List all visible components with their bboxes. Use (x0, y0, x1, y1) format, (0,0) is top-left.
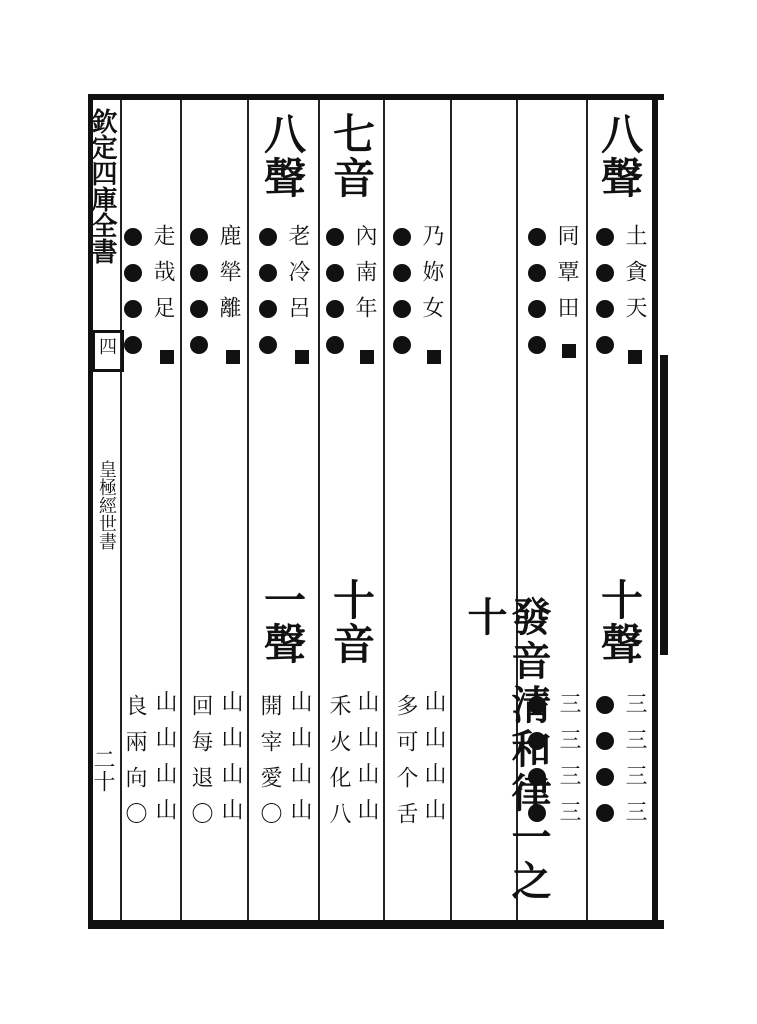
tone-marks (259, 228, 277, 354)
table-column-1 (586, 100, 652, 920)
tone-marks (124, 228, 142, 354)
filled-circle-mark (259, 264, 277, 282)
frame-right-outer-bar (660, 355, 668, 655)
character-list-top: 鹿犖離 (216, 224, 241, 332)
character-list-top: 老冷呂 (285, 224, 310, 332)
filled-circle-mark (190, 336, 208, 354)
tone-marks (596, 696, 614, 822)
column-heading-bottom: 一聲 (258, 578, 307, 666)
filled-circle-mark (528, 264, 546, 282)
filled-circle-mark (596, 732, 614, 750)
table-column-8 (120, 100, 180, 920)
filled-circle-mark (326, 228, 344, 246)
frame-right-border (652, 94, 658, 929)
margin-book-title: 欽定四庫全書 (87, 108, 117, 264)
filled-circle-mark (259, 228, 277, 246)
main-title: 發音清和律一之十 (461, 596, 552, 904)
frame-bottom-border (88, 920, 664, 929)
filled-circle-mark (326, 300, 344, 318)
character-list-bottom-a: 山山山山 (354, 690, 379, 834)
filled-square-mark (628, 350, 642, 364)
column-heading-top: 八聲 (595, 112, 644, 200)
filled-circle-mark (596, 336, 614, 354)
tone-marks (190, 228, 208, 354)
filled-square-mark (226, 350, 240, 364)
character-list-bottom-b: 回每退〇 (188, 694, 213, 838)
tone-marks (528, 228, 546, 354)
filled-circle-mark (326, 264, 344, 282)
table-column-4 (383, 100, 450, 920)
filled-circle-mark (596, 696, 614, 714)
filled-circle-mark (259, 300, 277, 318)
character-list-bottom-a: 山山山山 (218, 690, 243, 834)
filled-circle-mark (528, 228, 546, 246)
filled-square-mark (562, 344, 576, 358)
character-list-bottom-b: 開宰愛〇 (257, 694, 282, 838)
filled-circle-mark (259, 336, 277, 354)
filled-circle-mark (326, 336, 344, 354)
table-column-7 (180, 100, 247, 920)
filled-square-mark (360, 350, 374, 364)
character-list-top: 乃妳女 (419, 224, 444, 332)
filled-circle-mark (190, 300, 208, 318)
character-list-bottom: 三三三三 (556, 692, 581, 836)
filled-circle-mark (124, 336, 142, 354)
filled-circle-mark (393, 228, 411, 246)
character-list-bottom-b: 禾火化八 (326, 694, 351, 838)
filled-circle-mark (393, 264, 411, 282)
character-list-top: 同覃田 (554, 224, 579, 332)
margin-page-number: 二十 (90, 748, 115, 792)
margin-work-title: 皇極經世書 (96, 460, 117, 550)
filled-square-mark (160, 350, 174, 364)
character-list-top: 內南年 (352, 224, 377, 332)
tone-marks (596, 228, 614, 354)
filled-circle-mark (596, 264, 614, 282)
character-list-bottom-a: 山山山山 (287, 690, 312, 834)
character-list-bottom-a: 山山山山 (152, 690, 177, 834)
column-heading-bottom: 十聲 (595, 578, 644, 666)
filled-circle-mark (190, 264, 208, 282)
character-list-bottom-b: 良兩向〇 (122, 694, 147, 838)
filled-circle-mark (124, 228, 142, 246)
column-heading-top: 七音 (327, 112, 376, 200)
filled-circle-mark (528, 336, 546, 354)
character-list-bottom-b: 多可个舌 (393, 694, 418, 838)
table-column-6 (247, 100, 318, 920)
tone-marks (326, 228, 344, 354)
margin-juan-box: 四 (92, 330, 124, 372)
character-list-top: 土貪天 (622, 224, 647, 332)
filled-circle-mark (596, 228, 614, 246)
column-heading-bottom: 十音 (327, 578, 376, 666)
column-heading-top: 八聲 (258, 112, 307, 200)
table-column-title (450, 100, 552, 920)
filled-circle-mark (596, 768, 614, 786)
filled-circle-mark (393, 336, 411, 354)
filled-square-mark (295, 350, 309, 364)
character-list-bottom: 三三三三 (622, 692, 647, 836)
filled-circle-mark (596, 300, 614, 318)
filled-circle-mark (596, 804, 614, 822)
filled-circle-mark (528, 300, 546, 318)
table-column-5 (318, 100, 383, 920)
character-list-bottom-a: 山山山山 (421, 690, 446, 834)
filled-circle-mark (190, 228, 208, 246)
tone-marks (393, 228, 411, 354)
filled-square-mark (427, 350, 441, 364)
character-list-top: 走哉足 (150, 224, 175, 332)
filled-circle-mark (393, 300, 411, 318)
filled-circle-mark (124, 300, 142, 318)
filled-circle-mark (124, 264, 142, 282)
